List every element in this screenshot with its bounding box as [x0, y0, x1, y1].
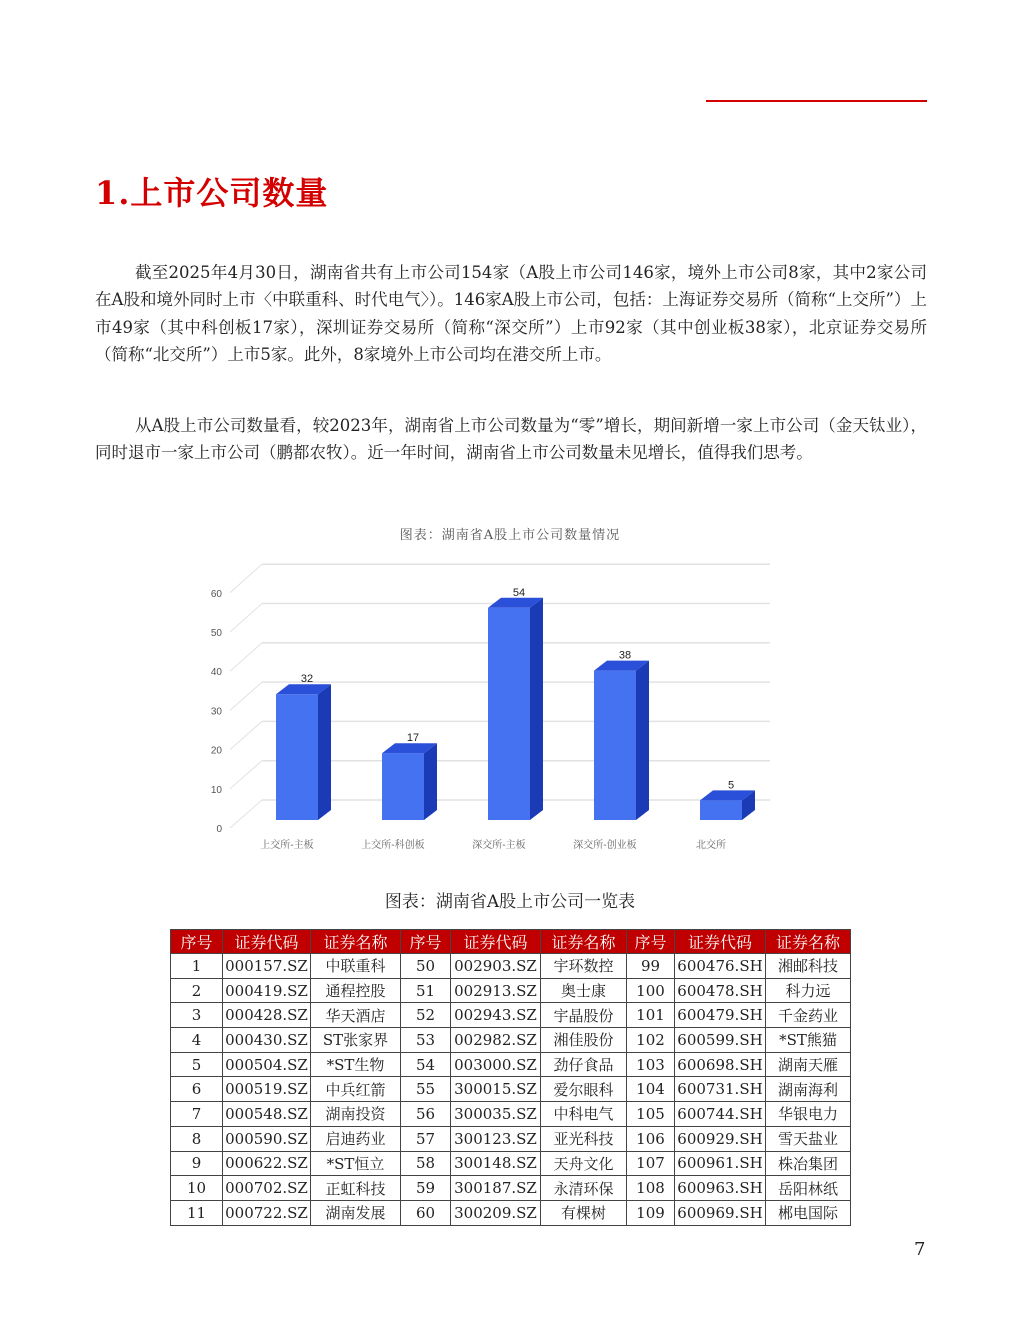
- table-cell: 000622.SZ: [223, 1151, 311, 1176]
- table-cell: 科力远: [766, 978, 851, 1003]
- table-cell: 郴电国际: [766, 1200, 851, 1225]
- y-tick-label: 40: [210, 667, 222, 679]
- table-cell: 99: [627, 954, 675, 979]
- table-cell: 600731.SH: [675, 1077, 766, 1102]
- bar-side: [636, 661, 649, 820]
- bar: [488, 608, 530, 820]
- table-cell: 11: [171, 1200, 223, 1225]
- table-cell: 天舟文化: [541, 1151, 627, 1176]
- table-cell: 华银电力: [766, 1102, 851, 1127]
- table-cell: 600698.SH: [675, 1052, 766, 1077]
- table-cell: *ST熊猫: [766, 1028, 851, 1053]
- table-cell: 000157.SZ: [223, 954, 311, 979]
- table-cell: 600963.SH: [675, 1176, 766, 1201]
- table-title: 图表：湖南省A股上市公司一览表: [384, 892, 636, 912]
- table-cell: 600929.SH: [675, 1126, 766, 1151]
- column-header: 证券名称: [541, 930, 627, 954]
- x-tick-label: 深交所-创业板: [573, 840, 637, 851]
- table-cell: 湘邮科技: [766, 954, 851, 979]
- table-cell: 2: [171, 978, 223, 1003]
- table-cell: 54: [401, 1052, 451, 1077]
- gridline-slant: [230, 721, 262, 749]
- table-cell: 58: [401, 1151, 451, 1176]
- gridline-slant: [230, 564, 262, 593]
- table-cell: 000519.SZ: [223, 1077, 311, 1102]
- table-cell: 岳阳林纸: [766, 1176, 851, 1201]
- table-cell: 002913.SZ: [451, 978, 541, 1003]
- table-cell: 000419.SZ: [223, 978, 311, 1003]
- table-cell: 000504.SZ: [223, 1052, 311, 1077]
- table-cell: 5: [171, 1052, 223, 1077]
- table-cell: 300148.SZ: [451, 1151, 541, 1176]
- table-cell: 002903.SZ: [451, 954, 541, 979]
- table-cell: 7: [171, 1102, 223, 1127]
- y-tick-label: 10: [210, 784, 222, 796]
- table-header-row: [171, 930, 851, 954]
- gridline-slant: [230, 800, 262, 828]
- table-cell: 104: [627, 1077, 675, 1102]
- table-cell: 3: [171, 1003, 223, 1028]
- column-header: 序号: [627, 930, 675, 954]
- table-cell: 华天酒店: [311, 1003, 401, 1028]
- data-label: 17: [406, 732, 420, 745]
- bar: [382, 753, 424, 820]
- table-cell: 59: [401, 1176, 451, 1201]
- table-cell: 60: [401, 1200, 451, 1225]
- table-cell: 中兵红箭: [311, 1077, 401, 1102]
- table-cell: 000428.SZ: [223, 1003, 311, 1028]
- bar-side: [424, 743, 437, 820]
- bar-side: [318, 684, 331, 820]
- chart-title: 图表：湖南省A股上市公司数量情况: [399, 528, 621, 543]
- table-row: [171, 1126, 851, 1151]
- column-header: 证券代码: [223, 930, 311, 954]
- section-title: 1.上市公司数量: [95, 174, 329, 212]
- table-cell: 10: [171, 1176, 223, 1201]
- table-cell: 宇晶股份: [541, 1003, 627, 1028]
- table-cell: 8: [171, 1126, 223, 1151]
- table-cell: 57: [401, 1126, 451, 1151]
- table-cell: *ST恒立: [311, 1151, 401, 1176]
- paragraph: 从A股上市公司数量看，较2023年，湖南省上市公司数量为“零”增长，期间新增一家上市公司（金天钛业），同时退市一家上市公司（鹏都农牧）。近一年时间，湖南省上市公司数量未见增长，值得我们思考。: [95, 416, 927, 463]
- table-cell: 106: [627, 1126, 675, 1151]
- table-cell: 53: [401, 1028, 451, 1053]
- table-cell: 000722.SZ: [223, 1200, 311, 1225]
- table-row: [171, 1003, 851, 1028]
- table-cell: 52: [401, 1003, 451, 1028]
- table-row: [171, 978, 851, 1003]
- y-tick-label: 50: [210, 628, 222, 639]
- table-row: [171, 954, 851, 979]
- x-tick-label: 上交所-主板: [260, 840, 314, 851]
- bar: [276, 694, 318, 820]
- table-cell: 600969.SH: [675, 1200, 766, 1225]
- table-cell: 9: [171, 1151, 223, 1176]
- table-row: [171, 1102, 851, 1127]
- table-cell: 湖南发展: [311, 1200, 401, 1225]
- table-cell: 中联重科: [311, 954, 401, 979]
- x-tick-label: 北交所: [696, 840, 726, 851]
- table-cell: 中科电气: [541, 1102, 627, 1127]
- table-cell: 105: [627, 1102, 675, 1127]
- table-cell: 100: [627, 978, 675, 1003]
- y-tick-label: 0: [216, 824, 222, 835]
- table-cell: 300187.SZ: [451, 1176, 541, 1201]
- table-cell: 通程控股: [311, 978, 401, 1003]
- table-cell: 51: [401, 978, 451, 1003]
- table-cell: 300123.SZ: [451, 1126, 541, 1151]
- table-cell: 湖南海利: [766, 1077, 851, 1102]
- table-cell: 湖南天雁: [766, 1052, 851, 1077]
- table-cell: 102: [627, 1028, 675, 1053]
- table-cell: 株冶集团: [766, 1151, 851, 1176]
- table-cell: 有棵树: [541, 1200, 627, 1225]
- data-label: 38: [618, 649, 632, 662]
- column-header: 证券代码: [451, 930, 541, 954]
- gridline-slant: [230, 682, 262, 710]
- table-cell: 6: [171, 1077, 223, 1102]
- column-header: 证券名称: [311, 930, 401, 954]
- column-header: 序号: [401, 930, 451, 954]
- table-cell: 600479.SH: [675, 1003, 766, 1028]
- table-cell: 103: [627, 1052, 675, 1077]
- column-header: 证券名称: [766, 930, 851, 954]
- table-cell: 湘佳股份: [541, 1028, 627, 1053]
- table-cell: 600478.SH: [675, 978, 766, 1003]
- table-cell: 300015.SZ: [451, 1077, 541, 1102]
- gridline-slant: [230, 761, 262, 789]
- table-cell: 300209.SZ: [451, 1200, 541, 1225]
- data-label: 32: [300, 673, 314, 686]
- table-cell: 108: [627, 1176, 675, 1201]
- table-cell: 003000.SZ: [451, 1052, 541, 1077]
- data-label: 5: [727, 779, 735, 792]
- bar-side: [530, 598, 543, 820]
- table-cell: 永清环保: [541, 1176, 627, 1201]
- table-row: [171, 1200, 851, 1225]
- table-cell: 亚光科技: [541, 1126, 627, 1151]
- table-cell: 000702.SZ: [223, 1176, 311, 1201]
- table-cell: 宇环数控: [541, 954, 627, 979]
- table-cell: 002982.SZ: [451, 1028, 541, 1053]
- x-tick-label: 上交所-科创板: [361, 840, 425, 851]
- table-cell: 56: [401, 1102, 451, 1127]
- bar: [700, 800, 742, 820]
- column-header: 序号: [171, 930, 223, 954]
- table-cell: 107: [627, 1151, 675, 1176]
- table-cell: 600599.SH: [675, 1028, 766, 1053]
- company-table: [170, 929, 851, 1226]
- column-header: 证券代码: [675, 930, 766, 954]
- table-cell: *ST生物: [311, 1052, 401, 1077]
- table-cell: 300035.SZ: [451, 1102, 541, 1127]
- paragraph: 截至2025年4月30日，湖南省共有上市公司154家（A股上市公司146家，境外上市公司8家，其中2家公司在A股和境外同时上市〈中联重科、时代电气〉）。146家A股上市公司，包括：上海证券交易所（简称“上交所”）上市49家（其中科创板17家），深圳证券交易所（简称“深交所”）上市92家（其中创业板38家），北京证券交易所（简称“北交所”）上市5家。此外，8家境外上市公司均在港交所上市。: [95, 263, 927, 364]
- page-number: 7: [914, 1239, 926, 1260]
- data-label: 54: [512, 586, 526, 599]
- y-tick-label: 30: [210, 706, 222, 718]
- table-cell: 600961.SH: [675, 1151, 766, 1176]
- table-cell: 002943.SZ: [451, 1003, 541, 1028]
- bar: [594, 671, 636, 820]
- table-cell: 1: [171, 954, 223, 979]
- table-cell: 奥士康: [541, 978, 627, 1003]
- x-tick-label: 深交所-主板: [472, 840, 526, 851]
- table-cell: 55: [401, 1077, 451, 1102]
- gridline-slant: [230, 643, 262, 671]
- table-row: [171, 1151, 851, 1176]
- table-cell: 50: [401, 954, 451, 979]
- table-row: [171, 1052, 851, 1077]
- table-cell: 启迪药业: [311, 1126, 401, 1151]
- table-cell: 正虹科技: [311, 1176, 401, 1201]
- table-row: [171, 1176, 851, 1201]
- y-tick-label: 20: [210, 745, 222, 757]
- table-cell: 000548.SZ: [223, 1102, 311, 1127]
- table-cell: 600476.SH: [675, 954, 766, 979]
- table-cell: 000590.SZ: [223, 1126, 311, 1151]
- table-row: [171, 1028, 851, 1053]
- table-cell: 600744.SH: [675, 1102, 766, 1127]
- table-row: [171, 1077, 851, 1102]
- table-cell: 000430.SZ: [223, 1028, 311, 1053]
- y-tick-label: 60: [210, 588, 222, 600]
- table-cell: 湖南投资: [311, 1102, 401, 1127]
- table-cell: 4: [171, 1028, 223, 1053]
- table-cell: 雪天盐业: [766, 1126, 851, 1151]
- table-cell: 千金药业: [766, 1003, 851, 1028]
- table-cell: 109: [627, 1200, 675, 1225]
- table-cell: 爱尔眼科: [541, 1077, 627, 1102]
- table-cell: 101: [627, 1003, 675, 1028]
- gridline-slant: [230, 604, 262, 633]
- table-cell: ST张家界: [311, 1028, 401, 1053]
- table-cell: 劲仔食品: [541, 1052, 627, 1077]
